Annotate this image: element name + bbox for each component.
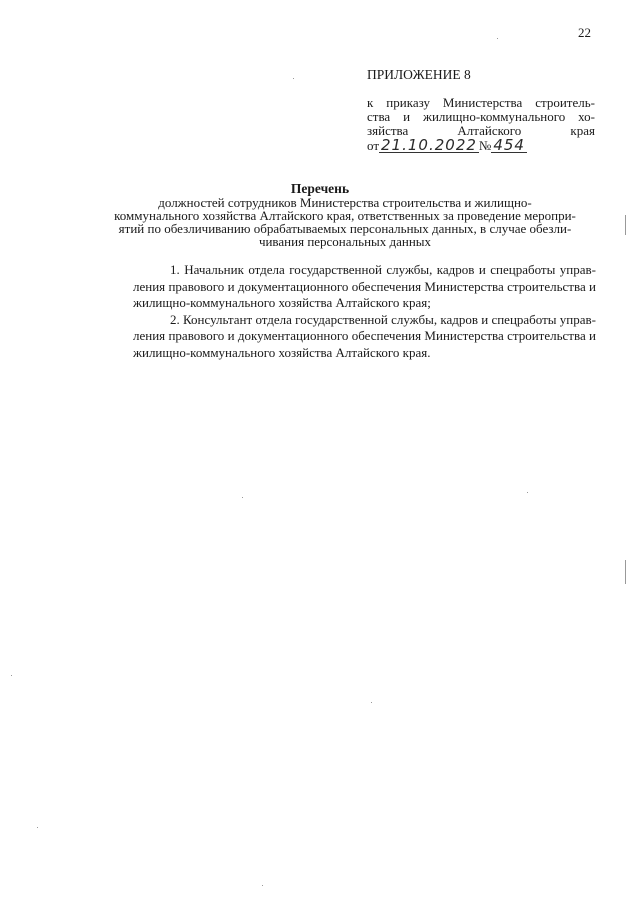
document-subtitle <box>90 196 600 248</box>
scan-speck <box>262 885 263 886</box>
scan-speck <box>371 702 372 703</box>
scan-speck <box>527 492 528 493</box>
appendix-title: ПРИЛОЖЕНИЕ 8 <box>367 67 471 82</box>
scan-speck <box>625 215 626 235</box>
number-prefix: № <box>478 138 492 153</box>
appendix-line: к приказу Министерства строитель- <box>367 95 595 110</box>
page-number: 22 <box>578 25 591 40</box>
list-item-line: жилищно-коммунального хозяйства Алтайского края. <box>133 344 431 360</box>
handwritten-date: 21.10.2022 <box>381 136 477 154</box>
subtitle-line: чивания персональных данных <box>258 234 432 249</box>
appendix-block <box>367 68 595 153</box>
document-body <box>96 262 596 361</box>
handwritten-number: 454 <box>493 136 525 154</box>
scan-speck <box>37 827 38 828</box>
appendix-date-line <box>367 138 595 153</box>
scan-speck <box>293 78 294 79</box>
subtitle-line: должностей сотрудников Министерства строительства и жилищно- <box>158 195 532 210</box>
subtitle-line: ятий по обезличиванию обрабатываемых персональных данных, в случае обезли- <box>118 221 572 236</box>
scan-speck <box>497 38 498 39</box>
list-item-line: 1. Начальник отдела государственной службы, кадров и спецработы управ- <box>170 262 596 277</box>
scan-speck <box>625 560 626 584</box>
appendix-line: зяйства Алтайского края <box>367 123 595 138</box>
list-item-line: ления правового и документационного обеспечения Министерства строительства и <box>133 328 596 343</box>
appendix-line: ства и жилищно-коммунального хо- <box>367 109 595 124</box>
list-item-line: 2. Консультант отдела государственной службы, кадров и спецработы управ- <box>170 311 596 327</box>
scan-speck <box>11 675 12 676</box>
date-prefix: от <box>367 138 380 153</box>
subtitle-line: коммунального хозяйства Алтайского края, ответственных за проведение меропри- <box>114 208 576 223</box>
list-item <box>96 312 596 362</box>
scan-speck <box>242 497 243 498</box>
list-item <box>96 262 596 312</box>
list-item-line: жилищно-коммунального хозяйства Алтайского края; <box>133 295 431 310</box>
document-title: Перечень <box>290 181 350 196</box>
list-item-line: ления правового и документационного обеспечения Министерства строительства и <box>133 278 596 294</box>
